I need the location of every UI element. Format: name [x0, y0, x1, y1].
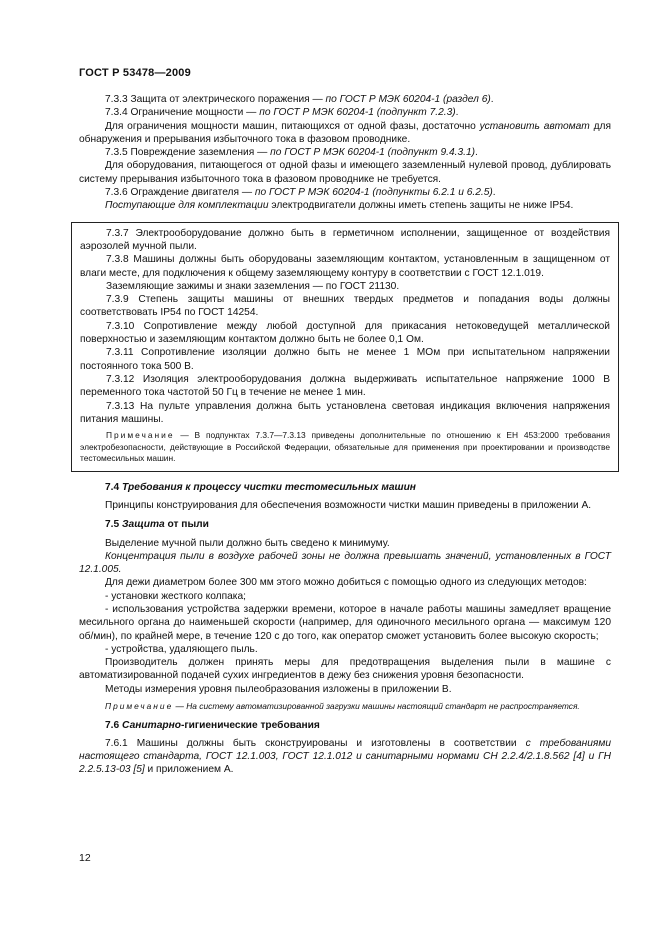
clause-7-3-9: 7.3.9 Степень защиты машины от внешних твердых предметов и попадания воды должны соответствовать IP54 по ГОСТ 14254. — [80, 294, 610, 319]
clause-7-3-6-text: Поступающие для комплектации электродвигатели должны иметь степень защиты не ниже IP54. — [105, 200, 574, 212]
section-7-5-p5: Методы измерения уровня пылеобразования изложены в приложении В. — [105, 683, 452, 695]
page-number: 12 — [79, 852, 91, 864]
section-7-5-p1: Выделение мучной пыли должно быть сведено к минимуму. — [105, 537, 390, 549]
list-item: - установки жесткого колпака; — [105, 590, 246, 602]
section-7-5-p3: Для дежи диаметром более 300 мм этого можно добиться с помощью одного из следующих методов: — [105, 577, 587, 589]
clause-7-3-7: 7.3.7 Электрооборудование должно быть в герметичном исполнении, защищенное от воздействия аэрозолей мучной пыли. — [80, 227, 610, 252]
list-item: - использования устройства задержки времени, которое в начале работы машины замедляет вращение месильного органа до наименьшей скорости (например, для одиночного месильного органа — максимум 120 об/мин), по крайней мере, в течение 120 с до того, как оператор сможет установить более высокую скорость; — [79, 604, 611, 642]
clause-7-3-11: 7.3.11 Сопротивление изоляции должно быть не менее 1 МОм при испытательном напряжении постоянного тока 500 В. — [80, 347, 610, 372]
document-header: ГОСТ Р 53478—2009 — [79, 67, 191, 79]
box-note: Примечание — В подпунктах 7.3.7—7.3.13 приведены дополнительные по отношению к ЕН 453:2000 требования электробезопасности, действующие в Российской Федерации, обязательные для применения при проектировании и производстве тестомесильных машин. — [80, 430, 610, 464]
clause-7-3-8-text: Заземляющие зажимы и знаки заземления — по ГОСТ 21130. — [106, 280, 400, 292]
clause-7-3-5-text: Для оборудования, питающегося от одной фазы и имеющего заземленный нулевой провод, дублировать систему прерывания избыточного тока в фазовом проводнике не требуется. — [79, 160, 611, 185]
section-7-4-text: Принципы конструирования для обеспечения возможности чистки машин приведены в приложении А. — [105, 499, 592, 511]
clause-7-3-3: 7.3.3 Защита от электрического поражения — по ГОСТ Р МЭК 60204-1 (раздел 6). — [105, 94, 494, 105]
clause-7-3-8: 7.3.8 Машины должны быть оборудованы заземляющим контактом, установленным в защищенном от влаги месте, для подключения к общему заземляющему контуру в соответствии с ГОСТ 12.1.019. — [80, 254, 610, 279]
clause-7-6-1: 7.6.1 Машины должны быть сконструированы и изготовлены в соответствии с требованиями настоящего стандарта, ГОСТ 12.1.003, ГОСТ 12.1.012 и санитарными нормами СН 2.2.4/2.1.8.562 [4] и ГН 2.2.5.13-03 [5] и приложением А. — [79, 737, 611, 776]
national-requirements-box — [71, 222, 619, 472]
clause-7-3-6: 7.3.6 Ограждение двигателя — по ГОСТ Р МЭК 60204-1 (подпункты 6.2.1 и 6.2.5). — [105, 187, 496, 199]
section-7-5-p2: Концентрация пыли в воздухе рабочей зоны не должна превышать значений, установленных в ГОСТ 12.1.005. — [79, 550, 611, 576]
clause-7-3-5: 7.3.5 Повреждение заземления — по ГОСТ Р МЭК 60204-1 (подпункт 9.4.3.1). — [105, 147, 478, 159]
clause-7-3-10: 7.3.10 Сопротивление между любой доступной для прикасания нетоковедущей металлической поверхностью и заземляющим контактом должно быть не более 0,1 Ом. — [80, 320, 610, 346]
clause-7-3-4: 7.3.4 Ограничение мощности — по ГОСТ Р МЭК 60204-1 (подпункт 7.2.3). — [105, 107, 459, 119]
clause-7-3-4-text: Для ограничения мощности машин, питающихся от одной фазы, достаточно установить автомат для обнаружения и прерывания избыточного тока в фазовом проводнике. — [79, 120, 611, 145]
section-7-6-heading: 7.6 Санитарно-гигиенические требования — [105, 719, 320, 731]
section-7-4-heading: 7.4 Требования к процессу чистки тестомесильных машин — [105, 481, 416, 493]
section-7-5-p4: Производитель должен принять меры для предотвращения выделения пыли в машине с автоматизированной подачей сухих ингредиентов в дежу без снижения уровня безопасности. — [79, 657, 611, 682]
section-7-5-heading: 7.5 Защита от пыли — [105, 519, 209, 531]
page-content — [79, 93, 611, 777]
list-item: - устройства, удаляющего пыль. — [105, 643, 258, 655]
section-7-5-note: Примечание — На систему автоматизированной загрузки машины настоящий стандарт не распространяется. — [105, 701, 580, 712]
clause-7-3-13: 7.3.13 На пульте управления должна быть установлена световая индикация включения напряжения питания машины. — [80, 400, 610, 425]
clause-7-3-12: 7.3.12 Изоляция электрооборудования должна выдерживать испытательное напряжение 1000 В переменного тока частотой 50 Гц в течение не менее 1 мин. — [80, 373, 610, 399]
